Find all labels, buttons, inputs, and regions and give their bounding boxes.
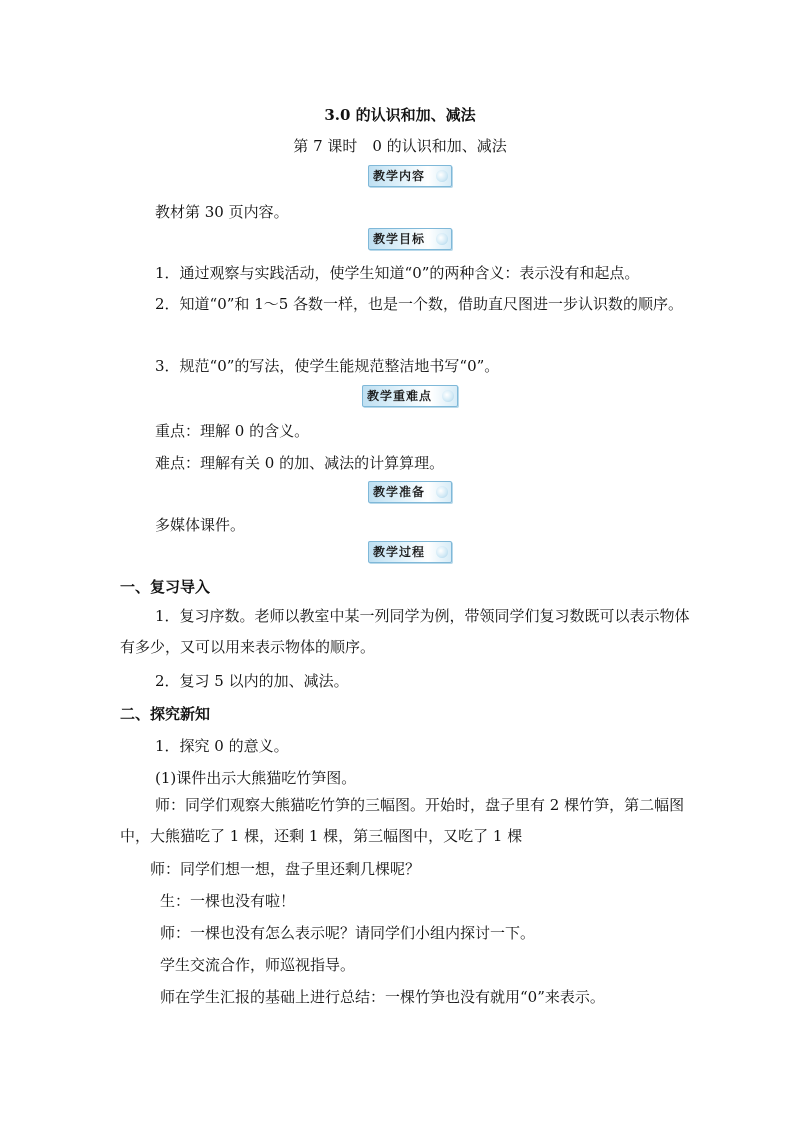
badge-teaching-content [368,165,452,187]
badge-decoration-icon [436,170,448,182]
difficult-point: 难点：理解有关 0 的加、减法的计算算理。 [155,454,445,472]
badge-decoration-icon [442,390,454,402]
goal-item: 2．知道“0”和 1～5 各数一样，也是一个数，借助直尺图进一步认识数的顺序。 [155,295,684,313]
badge-decoration-icon [436,486,448,498]
badge-label: 教学准备 [373,485,426,499]
badge-decoration-icon [436,233,448,245]
goal-item: 3．规范“0”的写法，使学生能规范整洁地书写“0”。 [155,357,500,375]
prep-text: 多媒体课件。 [155,516,246,534]
badge-decoration-icon [436,546,448,558]
section-heading: 二、探究新知 [120,705,211,723]
content-text: 教材第 30 页内容。 [155,203,289,221]
badge-teaching-preparation [368,481,452,503]
dialog-line: 师：一棵也没有怎么表示呢？请同学们小组内探讨一下。 [160,924,536,942]
badge-teaching-goals [368,228,452,250]
section-heading: 一、复习导入 [120,578,211,596]
section-subitem: (1)课件出示大熊猫吃竹笋图。 [155,769,357,787]
badge-label: 教学过程 [373,545,426,559]
dialog-line: 师：同学们观察大熊猫吃竹笋的三幅图。开始时，盘子里有 2 棵竹笋，第二幅图中，大熊猫吃了 1 棵，还剩 1 棵，第三幅图中，又吃了 1 棵 [120,796,685,845]
dialog-line: 生：一棵也没有啦！ [160,892,296,910]
badge-teaching-process [368,541,452,563]
badge-key-difficult-points [362,385,458,407]
badge-label: 教学内容 [373,169,426,183]
goal-item: 1．通过观察与实践活动，使学生知道“0”的两种含义：表示没有和起点。 [155,264,640,282]
dialog-line: 师：同学们想一想，盘子里还剩几棵呢？ [150,860,421,878]
section-item: 2．复习 5 以内的加、减法。 [155,672,349,690]
dialog-line: 学生交流合作，师巡视指导。 [160,956,356,974]
badge-label: 教学重难点 [367,389,433,403]
lesson-title: 3.0 的认识和加、减法 [324,106,476,124]
lesson-subtitle: 第 7 课时 0 的认识和加、减法 [293,137,507,155]
key-point: 重点：理解 0 的含义。 [155,422,310,440]
section-item: 1．复习序数。老师以教室中某一列同学为例，带领同学们复习数既可以表示物体有多少，又可以用来表示物体的顺序。 [120,607,690,656]
badge-label: 教学目标 [373,232,426,246]
dialog-line: 师在学生汇报的基础上进行总结：一棵竹笋也没有就用“0”来表示。 [160,988,605,1006]
section-item: 1．探究 0 的意义。 [155,737,289,755]
